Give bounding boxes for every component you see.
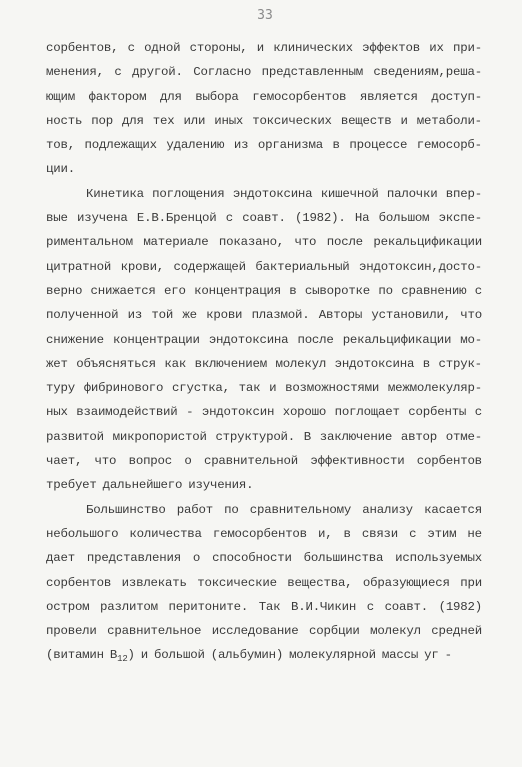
text-line: остром разлитом перитоните. Так В.И.Чикин с соавт. (1982) bbox=[46, 599, 482, 614]
text-line: тов, подлежащих удалению из организма в процессе гемосорб- bbox=[46, 138, 482, 153]
text-line: требует дальнейшего изучения. bbox=[46, 478, 254, 493]
text-line: небольшого количества гемосорбентов и, в связи с этим не bbox=[46, 526, 482, 541]
paragraph bbox=[46, 182, 482, 498]
text-line: ность пор для тех или иных токсических веществ и метаболи- bbox=[46, 113, 482, 128]
text-line: цитратной крови, содержащей бактериальный эндотоксин,досто- bbox=[46, 259, 482, 274]
text-line: жет объясняться как включением молекул эндотоксина в струк- bbox=[46, 356, 482, 371]
text-line: риментальном материале показано, что после рекальцификации bbox=[46, 235, 482, 250]
text-line: дает представления о способности большинства используемых bbox=[46, 551, 482, 566]
text-line: верно снижается его концентрация в сыворотке по сравнению с bbox=[46, 283, 482, 298]
text-line: сорбентов, с одной стороны, и клинических эффектов их при- bbox=[46, 41, 482, 55]
text-line: Кинетика поглощения эндотоксина кишечной палочки впер- bbox=[86, 186, 482, 201]
text-line: провели сравнительное исследование сорбции молекул средней bbox=[46, 624, 482, 639]
text-line: туру фибринового сгустка, так и возможностями межмолекуляр- bbox=[46, 381, 482, 396]
body-text bbox=[46, 36, 482, 668]
text-line: сорбентов извлекать токсические вещества, образующиеся при bbox=[46, 575, 482, 590]
paragraph bbox=[46, 36, 482, 182]
text-line: полученной из той же крови плазмой. Авторы установили, что bbox=[46, 308, 482, 323]
paragraph bbox=[46, 498, 482, 668]
text-line: снижение концентрации эндотоксина после рекальцификации мо- bbox=[46, 332, 482, 347]
page-number: 33 bbox=[257, 8, 273, 23]
text-line: чает, что вопрос о сравнительной эффективности сорбентов bbox=[46, 454, 482, 469]
text-line: (витамин $B_{12}$) и большой (альбумин) молекулярной массы уг - bbox=[46, 648, 452, 665]
text-line: менения, с другой. Согласно представленным сведениям,реша- bbox=[46, 65, 482, 80]
text-line: развитой микропористой структурой. В заключение автор отме- bbox=[46, 429, 482, 444]
text-line: ных взаимодействий - эндотоксин хорошо поглощает сорбенты с bbox=[46, 405, 482, 420]
text-line: вые изучена Е.В.Бренцой с соавт. (1982). На большом экспе- bbox=[46, 211, 482, 226]
text-line: ции. bbox=[46, 162, 75, 177]
text-line: ющим фактором для выбора гемосорбентов является доступ- bbox=[46, 89, 482, 104]
text-line: Большинство работ по сравнительному анализу касается bbox=[86, 502, 482, 517]
